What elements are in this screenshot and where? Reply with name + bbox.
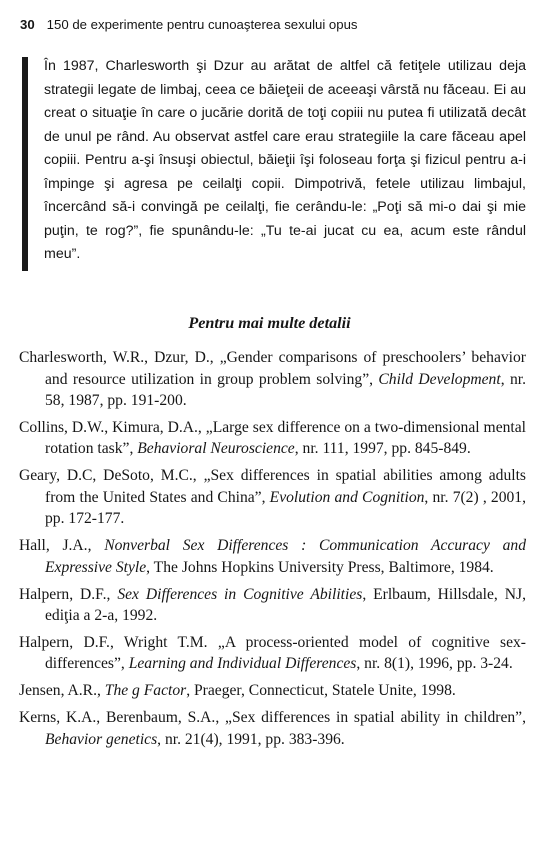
reference-text: Charlesworth, W.R., Dzur, D., „Gender comparisons of preschoolers’ behavior and resource utilization in group problem solving”,	[19, 349, 526, 388]
reference-details: , nr. 21(4), 1991, pp. 383-396.	[157, 730, 345, 748]
reference-text: Kerns, K.A., Berenbaum, S.A., „Sex differences in spatial ability in children”,	[19, 709, 526, 727]
reference-details: , nr. 58, 1987, pp. 191-200.	[45, 370, 526, 409]
reference-item	[19, 632, 526, 675]
reference-title: Evolution and Cognition	[269, 488, 425, 506]
reference-details: , Praeger, Connecticut, Statele Unite, 1998.	[186, 682, 456, 700]
reference-item	[19, 465, 526, 530]
reference-title: Behavioral Neuroscience	[137, 440, 295, 458]
reference-text: Halpern, D.F., Wright T.M. „A process-oriented model of cognitive sex-differences”,	[19, 633, 526, 673]
reference-title: Behavior genetics	[45, 730, 158, 748]
running-title: 150 de experimente pentru cunoaşterea sexului opus	[46, 17, 358, 32]
reference-details: , Erlbaum, Hillsdale, NJ, ediţia a 2-a, 1992.	[45, 585, 526, 625]
reference-title: Sex Differences in Cognitive Abilities	[117, 585, 363, 603]
reference-item	[19, 417, 526, 460]
reference-details: , nr. 7(2) , 2001, pp. 172-177.	[45, 488, 526, 528]
section-title: Pentru mai multe detalii	[188, 314, 351, 332]
reference-item	[19, 584, 526, 627]
reference-text: Geary, D.C, DeSoto, M.C., „Sex differences in spatial abilities among adults from the United States and China”,	[19, 467, 526, 506]
reference-title: Nonverbal Sex Differences : Communication Accuracy and Expressive Style	[45, 537, 526, 576]
sidebar-bar	[22, 57, 28, 271]
reference-title: Child Development	[378, 370, 501, 388]
reference-title: The g Factor	[104, 682, 187, 700]
reference-text: Hall, J.A.,	[19, 537, 105, 555]
reference-item	[19, 707, 526, 750]
reference-list	[19, 347, 526, 756]
running-header	[20, 17, 530, 33]
reference-text: Halpern, D.F.,	[19, 585, 118, 603]
reference-title: Learning and Individual Differences	[128, 655, 357, 673]
reference-item	[19, 535, 526, 578]
page-number: 30	[20, 17, 35, 32]
reference-item	[19, 347, 526, 412]
reference-details: , nr. 8(1), 1996, pp. 3-24.	[356, 655, 513, 673]
reference-details: , nr. 111, 1997, pp. 845-849.	[294, 440, 471, 458]
reference-item	[19, 680, 526, 702]
reference-text: Collins, D.W., Kimura, D.A., „Large sex difference on a two-dimensional mental rotation task”,	[19, 418, 526, 458]
reference-details: , The Johns Hopkins University Press, Baltimore, 1984.	[146, 558, 494, 576]
boxed-paragraph: În 1987, Charlesworth şi Dzur au arătat de altfel că fetiţele utilizau deja strategii legate de limbaj, ceea ce băieţeii de aceeaşi vârstă nu făceau. Ei au creat o situaţie în care o jucărie dorită de toţi copiii nu putea fi utilizată decât de unul pe rând. Au observat astfel care erau strategiile la care făceau apel copiii. Pentru a-şi însuşi obiectul, băieţii îşi foloseau forţa şi fizicul pentru a-i împinge şi agresa pe ceilalţi copii. Dimpotrivă, fetele utilizau limbajul, încercând să-i convingă pe ceilalţi, fie cerându-le: „Poţi să mi-o dai şi mie puţin, te rog?”, fie spunându-le: „Tu te-ai jucat cu ea, acum este rândul meu”.	[44, 58, 526, 262]
reference-text: Jensen, A.R.,	[19, 682, 105, 700]
